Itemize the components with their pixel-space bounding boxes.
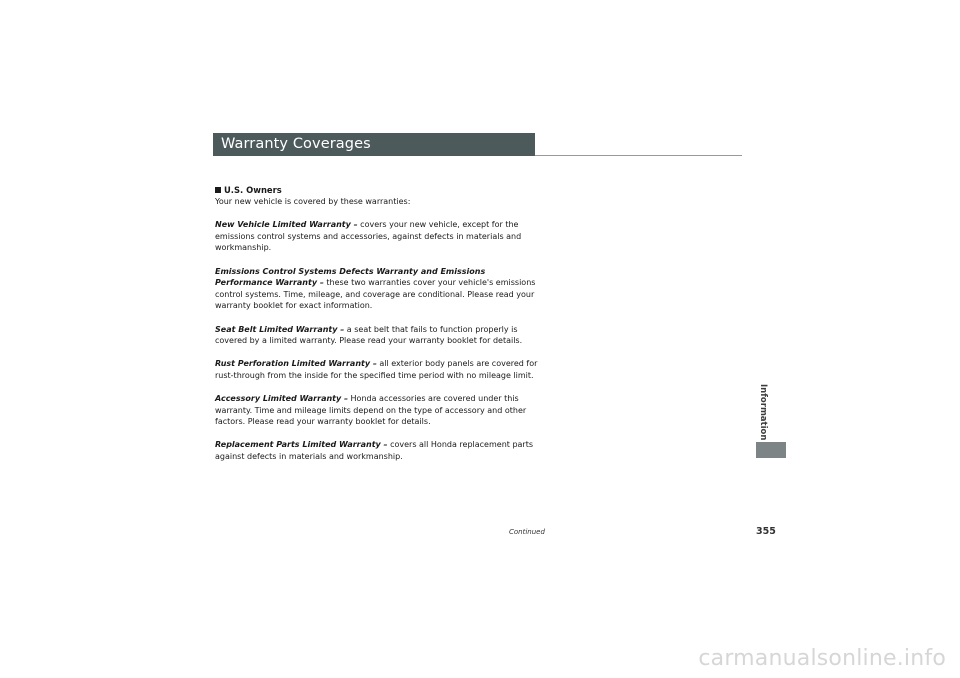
warranty-term: Replacement Parts Limited Warranty – (215, 440, 388, 450)
warranty-term: Seat Belt Limited Warranty – (215, 324, 345, 334)
warranty-term: Emissions Control Systems Defects Warranty and Emissions Performance Warranty – (215, 266, 486, 288)
warranty-description: a seat belt that fails to function properly is covered by a limited warranty. Please read your warranty booklet for details. (215, 324, 523, 346)
warranty-item-new-vehicle (215, 219, 545, 254)
page-number: 355 (756, 526, 776, 537)
content-body (215, 185, 545, 474)
square-bullet-icon (215, 187, 221, 193)
warranty-item-rust (215, 358, 545, 381)
side-tab-marker (756, 442, 786, 458)
warranty-description: covers all Honda replacement parts against defects in materials and workmanship. (215, 440, 534, 462)
section-heading-text: U.S. Owners (224, 185, 282, 195)
warranty-item-replacement-parts (215, 439, 545, 462)
warranty-description: all exterior body panels are covered for rust-through from the inside for the specified time period with no mileage limit. (215, 359, 538, 380)
page-title: Warranty Coverages (221, 136, 371, 152)
continued-label: Continued (509, 528, 545, 536)
warranty-item-accessory (215, 393, 545, 428)
warranty-description: covers your new vehicle, except for the emissions control systems and accessories, against defects in materials and workmanship. (215, 220, 522, 253)
section-intro: Your new vehicle is covered by these warranties: (215, 197, 411, 206)
side-tab-label: Information (758, 384, 768, 441)
warranty-item-emissions (215, 266, 545, 312)
warranty-term: Accessory Limited Warranty – (215, 394, 348, 404)
warranty-item-seat-belt (215, 324, 545, 347)
warranty-term: New Vehicle Limited Warranty – (215, 220, 358, 230)
watermark-text: carmanualsonline.info (698, 646, 946, 671)
warranty-description: these two warranties cover your vehicle's emissions control systems. Time, mileage, and coverage are conditional. Please read your warranty booklet for exact information. (215, 278, 536, 311)
section-title-bar (213, 133, 535, 156)
warranty-description: Honda accessories are covered under this warranty. Time and mileage limits depend on the type of accessory and other factors. Please read your warranty booklet for details. (215, 394, 527, 427)
title-divider (535, 155, 742, 156)
warranty-term: Rust Perforation Limited Warranty – (215, 359, 377, 369)
section-heading (215, 185, 545, 196)
